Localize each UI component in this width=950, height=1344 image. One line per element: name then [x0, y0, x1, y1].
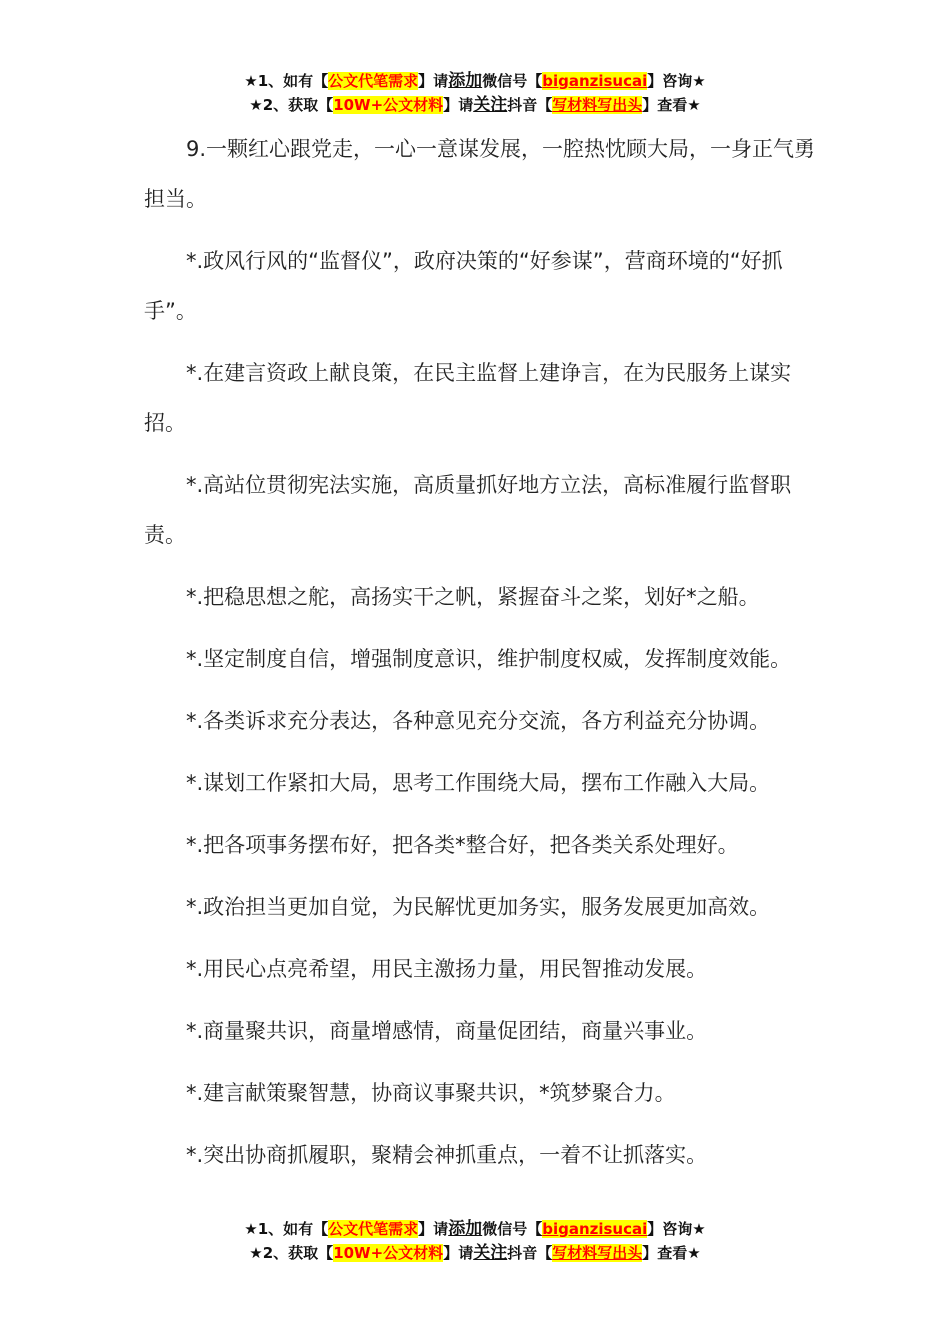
banner-highlight: 公文代笔需求: [328, 72, 419, 90]
banner-text: ★1、如有【: [244, 1220, 329, 1238]
banner-highlight: 10W+公文材料: [333, 1244, 444, 1262]
banner-text: ★2、获取【: [249, 1244, 334, 1262]
banner-text: 微信号【: [482, 72, 543, 90]
paragraph: *.突出协商抓履职，聚精会神抓重点，一着不让抓落实。: [186, 1143, 708, 1167]
paragraph: *.谋划工作紧扣大局，思考工作围绕大局，摆布工作融入大局。: [186, 771, 771, 795]
banner-line-2: [0, 93, 950, 117]
banner-highlight: 10W+公文材料: [333, 96, 444, 114]
banner-line-2: [0, 1241, 950, 1265]
paragraph: *.坚定制度自信，增强制度意识，维护制度权威，发挥制度效能。: [186, 647, 792, 671]
header-banner: [0, 69, 950, 117]
banner-text: 】请: [418, 1220, 449, 1238]
banner-wechat-id: biganzisucai: [542, 1220, 648, 1238]
paragraph: *.政风行风的“监督仪”，政府决策的“好参谋”，营商环境的“好抓手”。: [144, 249, 783, 323]
paragraph: *.用民心点亮希望，用民主激扬力量，用民智推动发展。: [186, 957, 708, 981]
paragraph: *.建言献策聚智慧，协商议事聚共识，*筑梦聚合力。: [186, 1081, 676, 1105]
banner-text: 】咨询★: [647, 1220, 706, 1238]
banner-emphasis: 添加: [448, 1219, 483, 1239]
banner-douyin-id: 写材料写出头: [552, 96, 643, 114]
paragraph: *.把各项事务摆布好，把各类*整合好，把各类关系处理好。: [186, 833, 739, 857]
paragraph: *.在建言资政上献良策，在民主监督上建诤言，在为民服务上谋实招。: [144, 361, 792, 435]
banner-emphasis: 关注: [473, 1243, 508, 1263]
banner-emphasis: 添加: [448, 71, 483, 91]
document-body: [144, 124, 824, 1192]
banner-text: ★2、获取【: [249, 96, 334, 114]
banner-emphasis: 关注: [473, 95, 508, 115]
banner-text: 抖音【: [507, 96, 553, 114]
banner-text: 】请: [443, 96, 474, 114]
banner-text: 】请: [443, 1244, 474, 1262]
banner-text: 】查看★: [642, 1244, 701, 1262]
banner-highlight: 公文代笔需求: [328, 1220, 419, 1238]
footer-banner: [0, 1217, 950, 1265]
banner-line-1: [0, 1217, 950, 1241]
paragraph: *.商量聚共识，商量增感情，商量促团结，商量兴事业。: [186, 1019, 708, 1043]
paragraph: *.各类诉求充分表达，各种意见充分交流，各方利益充分协调。: [186, 709, 771, 733]
banner-douyin-id: 写材料写出头: [552, 1244, 643, 1262]
banner-text: 】查看★: [642, 96, 701, 114]
banner-wechat-id: biganzisucai: [542, 72, 648, 90]
banner-text: 】请: [418, 72, 449, 90]
paragraph: *.政治担当更加自觉，为民解忧更加务实，服务发展更加高效。: [186, 895, 771, 919]
paragraph: *.把稳思想之舵，高扬实干之帆，紧握奋斗之桨，划好*之船。: [186, 585, 760, 609]
banner-text: 微信号【: [482, 1220, 543, 1238]
banner-line-1: [0, 69, 950, 93]
paragraph: 9.一颗红心跟党走，一心一意谋发展，一腔热忱顾大局，一身正气勇担当。: [144, 137, 816, 211]
paragraph: *.高站位贯彻宪法实施，高质量抓好地方立法，高标准履行监督职责。: [144, 473, 792, 547]
banner-text: 抖音【: [507, 1244, 553, 1262]
banner-text: ★1、如有【: [244, 72, 329, 90]
banner-text: 】咨询★: [647, 72, 706, 90]
